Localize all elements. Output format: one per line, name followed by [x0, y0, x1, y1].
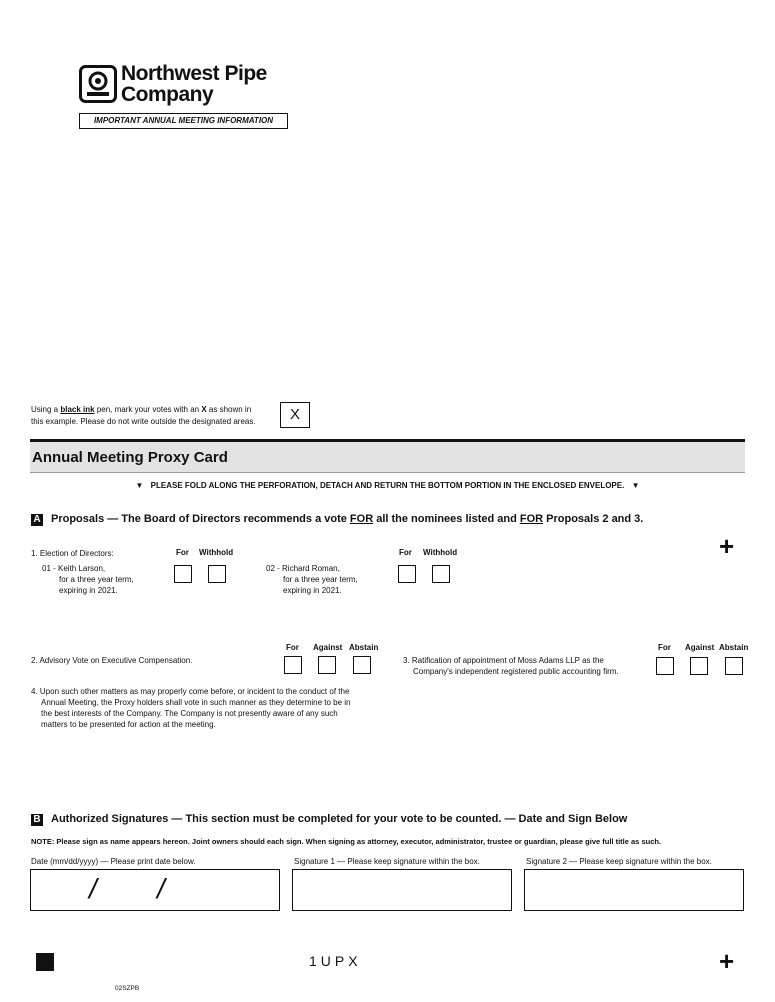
instr-prefix: Using a	[31, 405, 61, 414]
registration-square	[36, 953, 54, 971]
registration-plus-icon: +	[719, 531, 735, 561]
instr-middle: pen, mark your votes with an	[94, 405, 202, 414]
section-a-title-part2: all the nominees listed and	[373, 513, 520, 525]
company-name-line2: Company	[121, 83, 214, 106]
meeting-info-label: IMPORTANT ANNUAL MEETING INFORMATION	[79, 113, 288, 129]
section-a-title	[51, 513, 643, 525]
proposal-4-line4: matters to be presented for action at the meeting.	[41, 720, 216, 729]
nominee-1-for-checkbox[interactable]	[174, 565, 192, 583]
nominee-2	[266, 563, 358, 596]
signature-note: NOTE: Please sign as name appears hereon. Joint owners should each sign. When signing as attorney, executor, administrator, trustee or guardian, please give full title as such.	[31, 837, 662, 846]
fold-instruction	[0, 481, 775, 490]
proposal-2-against-checkbox[interactable]	[318, 656, 336, 674]
proposal-3-for-checkbox[interactable]	[656, 657, 674, 675]
p3-col-abstain: Abstain	[719, 643, 749, 652]
p1b-col-for: For	[399, 548, 412, 557]
p2-col-for: For	[286, 643, 299, 652]
company-logo-icon	[79, 65, 117, 103]
nominee-1-withhold-checkbox[interactable]	[208, 565, 226, 583]
proposal-3-label	[403, 655, 619, 677]
section-b-letter: B	[31, 814, 43, 826]
section-a-for2: FOR	[519, 513, 544, 525]
proposal-4-line3: the best interests of the Company. The Company is not presently aware of any such	[41, 709, 338, 718]
company-name-line1: Northwest Pipe	[121, 62, 267, 85]
p2-col-abstain: Abstain	[349, 643, 379, 652]
fold-text: PLEASE FOLD ALONG THE PERFORATION, DETACH AND RETURN THE BOTTOM PORTION IN THE ENCLOSED ENVELOPE.	[150, 481, 625, 490]
section-b-title: Authorized Signatures — This section must be completed for your vote to be counted. — Date and Sign Below	[51, 813, 628, 825]
nominee-1-term: for a three year term,	[59, 575, 134, 584]
proposal-3-line2: Company's independent registered public accounting firm.	[413, 667, 619, 676]
proposal-4-line2: Annual Meeting, the Proxy holders shall vote in such manner as they determine to be in	[41, 698, 351, 707]
nominee-2-for-checkbox[interactable]	[398, 565, 416, 583]
proposal-2-label: 2. Advisory Vote on Executive Compensation.	[31, 656, 193, 665]
example-mark-box: X	[280, 402, 310, 428]
proposal-4-text	[31, 686, 351, 730]
p1b-col-withhold: Withhold	[423, 548, 458, 557]
instr-ink: black ink	[60, 405, 95, 414]
registration-plus-icon: +	[719, 946, 735, 976]
section-a-title-part3: Proposals 2 and 3.	[543, 513, 644, 525]
instr-line2: this example. Please do not write outside the designated areas.	[31, 417, 256, 426]
nominee-2-term: for a three year term,	[283, 575, 358, 584]
form-code: 1UPX	[309, 953, 362, 969]
instr-x: X	[201, 405, 207, 414]
section-a-title-part1: Proposals — The Board of Directors recommends a vote	[51, 513, 350, 525]
card-title: Annual Meeting Proxy Card	[32, 449, 228, 466]
nominee-2-withhold-checkbox[interactable]	[432, 565, 450, 583]
proposal-1-label: 1. Election of Directors:	[31, 549, 114, 558]
section-a-letter: A	[31, 514, 43, 526]
date-separator-2: /	[157, 873, 165, 904]
section-a-for1: FOR	[349, 513, 374, 525]
date-field[interactable]	[30, 869, 280, 911]
p2-col-against: Against	[313, 643, 343, 652]
signature-1-field[interactable]	[292, 869, 512, 911]
proposal-3-line1: 3. Ratification of appointment of Moss Adams LLP as the	[403, 656, 604, 665]
instr-suffix: as shown in	[206, 405, 252, 414]
proposal-2-abstain-checkbox[interactable]	[353, 656, 371, 674]
company-name	[121, 63, 267, 105]
signature-1-label: Signature 1 — Please keep signature within the box.	[294, 857, 480, 866]
p3-col-against: Against	[685, 643, 715, 652]
p3-col-for: For	[658, 643, 671, 652]
nominee-1-expiry: expiring in 2021.	[59, 586, 118, 595]
p1-col-withhold: Withhold	[199, 548, 234, 557]
arrow-down-icon: ▼	[631, 481, 640, 490]
proposal-2-for-checkbox[interactable]	[284, 656, 302, 674]
marking-instructions	[31, 404, 281, 428]
date-separator-1: /	[89, 873, 97, 904]
nominee-1-name: 01 - Keith Larson,	[42, 564, 106, 573]
nominee-2-expiry: expiring in 2021.	[283, 586, 342, 595]
signature-2-field[interactable]	[524, 869, 744, 911]
form-id: 02SZPB	[115, 985, 140, 992]
signature-2-label: Signature 2 — Please keep signature within the box.	[526, 857, 712, 866]
proposal-3-against-checkbox[interactable]	[690, 657, 708, 675]
proposal-4-line1: 4. Upon such other matters as may properly come before, or incident to the conduct of the	[31, 687, 350, 696]
p1-col-for: For	[176, 548, 189, 557]
arrow-down-icon: ▼	[135, 481, 144, 490]
nominee-1	[42, 563, 134, 596]
date-label: Date (mm/dd/yyyy) — Please print date below.	[31, 857, 196, 866]
nominee-2-name: 02 - Richard Roman,	[266, 564, 340, 573]
proposal-3-abstain-checkbox[interactable]	[725, 657, 743, 675]
